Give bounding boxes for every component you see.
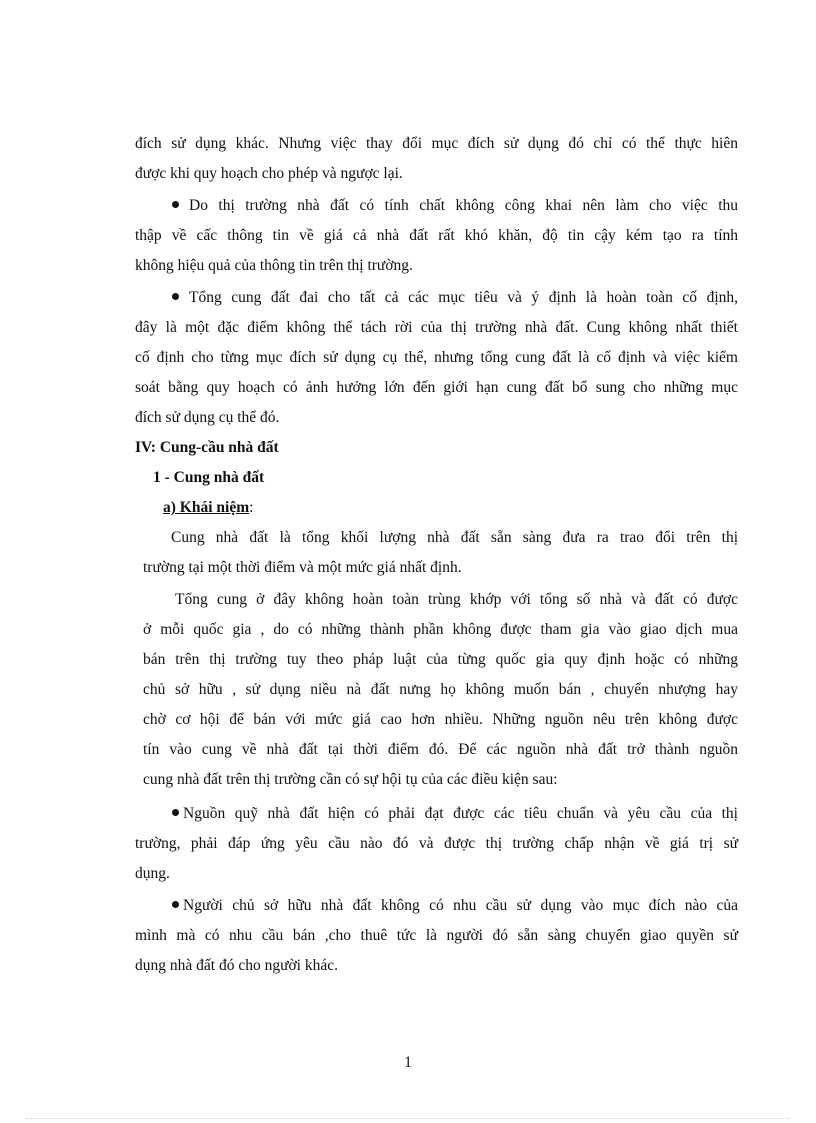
bullet-line	[135, 891, 738, 921]
document-body	[135, 129, 738, 981]
subsection-heading: 1 - Cung nhà đất	[153, 469, 265, 486]
page-border	[26, 1118, 790, 1119]
bullet-icon	[172, 901, 179, 908]
text-line: dụng.	[135, 865, 170, 882]
definition-heading: a) Khái niệm	[163, 499, 250, 516]
text-line: trường, phải đáp ứng yêu cầu nào đó và được thị trường chấp nhận về giá trị sử	[135, 835, 738, 852]
heading-colon: :	[249, 499, 254, 516]
text-line: ở mỗi quốc gia , do có những thành phần không được tham gia vào giao dịch mua	[143, 621, 738, 638]
text-line: Người chủ sở hữu nhà đất không có nhu cầu sử dụng vào mục đích nào của	[183, 897, 738, 914]
text-line: bán trên thị trường tuy theo pháp luật của từng quốc gia quy định hoặc có những	[143, 651, 738, 668]
text-line: dụng nhà đất đó cho người khác.	[135, 957, 338, 974]
text-line: thập về cấc thông tin về giá cả nhà đất rất khó khăn, độ tin cậy kém tạo ra tính	[135, 227, 738, 244]
text-line: cung nhà đất trên thị trường cần có sự hội tụ của các điều kiện sau:	[143, 771, 558, 788]
text-line: đây là một đặc điểm không thể tách rời của thị trường nhà đất. Cung không nhất thiết	[135, 319, 738, 336]
page-number: 1	[404, 1054, 412, 1071]
text-line: đích sử dụng khác. Nhưng việc thay đổi mục đích sử dụng đó chỉ có thể thực hiên	[135, 135, 738, 152]
text-line: Do thị trường nhà đất có tính chất không công khai nên làm cho việc thu	[189, 197, 738, 214]
text-line: Tổng cung đất đai cho tất cả các mục tiêu và ý định là hoàn toàn cố định,	[189, 289, 738, 306]
text-line: cố định cho từng mục đích sử dụng cụ thể, nhưng tổng cung đất là cố định và việc kiểm	[135, 349, 738, 366]
text-line: Tổng cung ở đây không hoàn toàn trùng khớp với tổng số nhà và đất có được	[175, 591, 738, 608]
bullet-line	[135, 191, 738, 221]
text-line: chờ cơ hội để bán với mức giá cao hơn nhiều. Những nguồn nêu trên không được	[143, 711, 738, 728]
text-line: soát bằng quy hoạch có ảnh hưởng lớn đến giới hạn cung đất bổ sung cho những mục	[135, 379, 738, 396]
text-line: đích sử dụng cụ thể đó.	[135, 409, 280, 426]
subsubsection-heading	[135, 493, 738, 523]
text-line: trường tại một thời điểm và một mức giá nhất định.	[143, 559, 462, 576]
bullet-line	[135, 799, 738, 829]
text-line: Nguồn quỹ nhà đất hiện có phải đạt được các tiêu chuẩn và yêu cầu của thị	[183, 805, 738, 822]
text-line: không hiệu quả của thông tin trên thị trường.	[135, 257, 413, 274]
bullet-icon	[172, 809, 179, 816]
bullet-icon	[172, 201, 179, 208]
text-line: Cung nhà đất là tổng khối lượng nhà đất sẵn sàng đưa ra trao đổi trên thị	[171, 529, 738, 546]
bullet-icon	[172, 293, 179, 300]
bullet-line	[135, 283, 738, 313]
text-line: chủ sở hữu , sử dụng niều nà đất nưng họ không muốn bán , chuyển nhượng hay	[143, 681, 738, 698]
text-line: được khi quy hoạch cho phép và ngược lại.	[135, 165, 403, 182]
text-line: tín vào cung về nhà đất tại thời điểm đó. Để các nguồn nhà đất trở thành nguồn	[143, 741, 738, 758]
section-heading: IV: Cung-cầu nhà đất	[135, 439, 279, 456]
text-line: mình mà có nhu cầu bán ,cho thuê tức là người đó sẵn sàng chuyển giao quyền sử	[135, 927, 738, 944]
